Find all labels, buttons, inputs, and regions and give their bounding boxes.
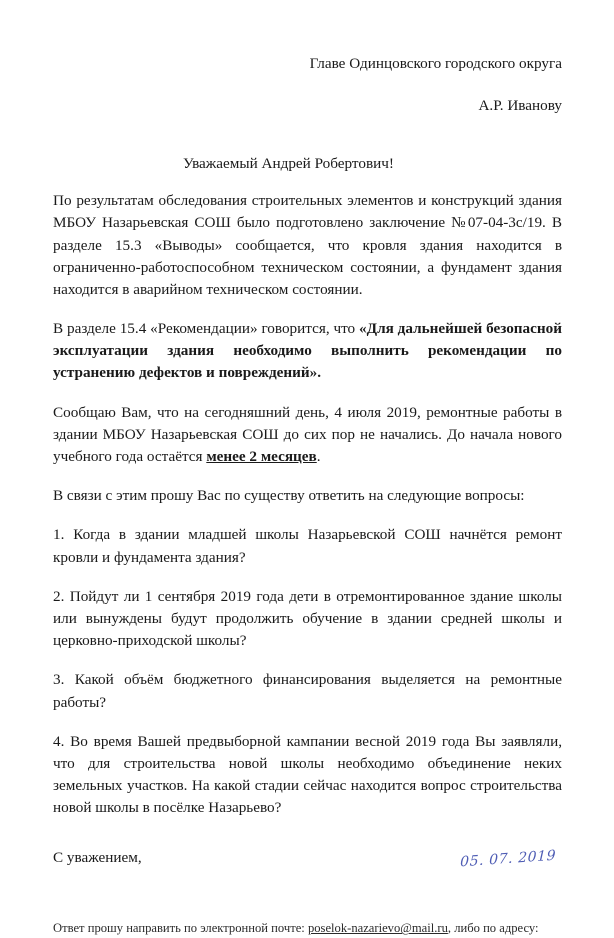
closing-block xyxy=(53,849,562,891)
addressee-office: Главе Одинцовского городского округа xyxy=(309,55,562,72)
paragraph-recommendations-intro: В разделе 15.4 «Рекомендации» говорится, что xyxy=(53,320,360,338)
closing-salutation: С уважением, xyxy=(53,849,142,867)
paragraph-recommendations-quote: «Для дальнейшей безопасной эксплуатации здания необходимо выполнить рекомендации по устранению дефектов и повреждений». xyxy=(53,320,562,382)
paragraph-questions-lead-in: В связи с этим прошу Вас по существу ответить на следующие вопросы: xyxy=(53,487,525,505)
footer-prefix: Ответ прошу направить по электронной почте: xyxy=(53,921,308,936)
question-item-1: 1. Когда в здании младшей школы Назарьевской СОШ начнётся ремонт кровли и фундамента здания? xyxy=(53,526,562,566)
addressee-block xyxy=(53,52,562,117)
paragraph-status-update xyxy=(53,402,562,469)
paragraph-status-end: . xyxy=(316,448,321,465)
email-link[interactable]: poselok-nazarievo@mail.ru xyxy=(307,921,448,936)
footer-suffix: , либо по адресу: xyxy=(447,921,539,936)
addressee-name: А.Р. Иванову xyxy=(478,96,562,114)
question-item-3: 3. Какой объём бюджетного финансирования выделяется на ремонтные работы? xyxy=(53,671,562,711)
paragraph-recommendations xyxy=(53,318,562,385)
question-item-2: 2. Пойдут ли 1 сентября 2019 года дети в отремонтированное здание школы или вынуждены будут продолжить обучение в здании средней школы и церковно-приходской школы? xyxy=(53,587,562,650)
document-body xyxy=(53,0,562,938)
paragraph-survey-results: По результатам обследования строительных элементов и конструкций здания МБОУ Назарьевская СОШ было подготовлено заключение №07-04-3с/19. В разделе 15.3 «Выводы» сообщается, что кровля здания находится в ограниченно-работоспособном техническом состоянии, а фундамент здания находится в аварийном техническом состоянии. xyxy=(53,192,562,298)
paragraph-status-emphasis: менее 2 месяцев xyxy=(206,448,317,465)
handwritten-date-signature: 05. 07. 2019 xyxy=(459,848,557,871)
paragraph-status-intro: Сообщаю Вам, что на сегодняшний день, 4 июля 2019, ремонтные работы в здании МБОУ Назарьевская СОШ до сих пор не начались. До начала нового учебного года остаётся xyxy=(53,403,562,465)
salutation: Уважаемый Андрей Робертович! xyxy=(183,155,394,173)
question-item-4: 4. Во время Вашей предвыборной кампании весной 2019 года Вы заявляли, что для строительства новой школы необходимо объединение неких земельных участков. На какой стадии сейчас находится вопрос строительства новой школы в посёлке Назарьево? xyxy=(53,732,562,817)
footer-contact-note xyxy=(53,919,562,938)
